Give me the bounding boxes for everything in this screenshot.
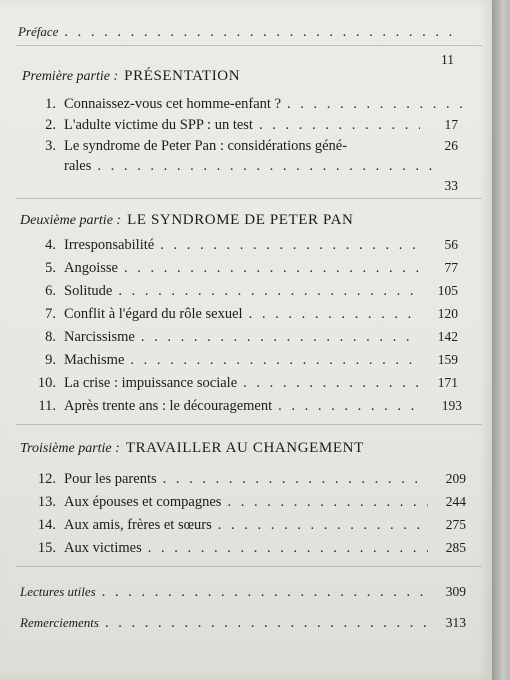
part-label: Première partie : <box>22 69 119 84</box>
chapter-number: 2. <box>45 117 56 133</box>
chapter-page: 285 <box>445 540 466 555</box>
part-heading-1 <box>22 68 240 85</box>
part-heading-3 <box>20 440 364 457</box>
toc-entry <box>26 517 466 534</box>
chapter-number: 9. <box>45 352 56 368</box>
toc-entry <box>26 494 466 511</box>
part-title: LE SYNDROME DE PETER PAN <box>127 212 354 228</box>
leader-dots <box>102 584 428 599</box>
chapter-title: rales <box>64 158 92 174</box>
chapter-title: Aux épouses et compagnes <box>64 494 222 510</box>
chapter-page: 56 <box>444 237 458 252</box>
leader-dots <box>141 329 420 344</box>
chapter-number: 11. <box>38 398 56 414</box>
chapter-number: 8. <box>45 329 56 345</box>
leader-dots <box>259 117 420 132</box>
chapter-number: 1. <box>45 96 56 112</box>
leader-dots <box>287 96 464 111</box>
chapter-title: La crise : impuissance sociale <box>64 375 238 391</box>
toc-entry <box>26 471 466 488</box>
chapter-number: 6. <box>45 283 56 299</box>
part-label: Deuxième partie : <box>20 213 122 228</box>
toc-entry-lectures <box>20 584 466 600</box>
toc-entry-title: Remerciements <box>20 615 99 630</box>
chapter-page: 120 <box>437 306 458 321</box>
chapter-page: 142 <box>437 329 458 344</box>
chapter-title: Après trente ans : le découragement <box>64 398 273 414</box>
chapter-page: 275 <box>445 517 466 532</box>
part-title: TRAVAILLER AU CHANGEMENT <box>125 440 364 456</box>
toc-entry <box>26 260 458 277</box>
chapter-page: 26 <box>444 138 458 153</box>
leader-dots <box>118 283 420 298</box>
part-label: Troisième partie : <box>20 441 120 456</box>
leader-dots <box>163 471 428 486</box>
toc-entry-preface <box>18 24 458 40</box>
chapter-number: 10. <box>37 375 56 391</box>
chapter-page: 171 <box>437 375 458 390</box>
toc-entry <box>26 306 458 323</box>
chapter-page: 159 <box>437 352 458 367</box>
chapter-title: Connaissez-vous cet homme-enfant ? <box>64 96 282 112</box>
separator <box>16 198 482 199</box>
chapter-number: 4. <box>45 237 56 253</box>
separator <box>16 45 482 46</box>
chapter-title: Aux amis, frères et sœurs <box>64 517 212 533</box>
chapter-page: 77 <box>444 260 458 275</box>
leader-dots <box>97 158 432 173</box>
chapter-number: 5. <box>45 260 56 276</box>
toc-entry <box>26 375 458 392</box>
toc-entry <box>26 117 458 134</box>
page-edge <box>492 0 510 680</box>
chapter-title: Aux victimes <box>64 540 142 556</box>
chapter-page: 105 <box>437 283 458 298</box>
chapter-title: Irresponsabilité <box>64 237 155 253</box>
chapter-number: 15. <box>37 540 56 556</box>
chapter-number: 12. <box>37 471 56 487</box>
leader-dots <box>278 398 424 413</box>
leader-dots <box>243 375 420 390</box>
toc-entry <box>26 96 470 113</box>
toc-entry <box>26 398 462 415</box>
chapter-title: Narcissisme <box>64 329 135 345</box>
leader-dots <box>105 615 428 630</box>
toc-entry-title: Préface <box>18 24 59 39</box>
toc-entry-title: Lectures utiles <box>20 584 96 599</box>
toc-entry <box>26 158 438 175</box>
leader-dots <box>130 352 420 367</box>
chapter-title: Conflit à l'égard du rôle sexuel <box>64 306 243 322</box>
chapter-title: Machisme <box>64 352 125 368</box>
toc-entry <box>26 329 458 346</box>
separator <box>16 424 482 425</box>
toc-entry <box>26 237 458 254</box>
part-heading-2 <box>20 212 353 229</box>
chapter-number: 7. <box>45 306 56 322</box>
chapter-title: Pour les parents <box>64 471 157 487</box>
toc-entry-page: 313 <box>445 615 466 630</box>
leader-dots <box>227 494 428 509</box>
chapter-page: 33 <box>444 178 458 193</box>
chapter-title: L'adulte victime du SPP : un test <box>64 117 253 133</box>
toc-entry-page: 11 <box>441 52 454 67</box>
chapter-page: 193 <box>441 398 462 413</box>
toc-entry <box>26 283 458 300</box>
chapter-title: Angoisse <box>64 260 118 276</box>
chapter-page: 244 <box>445 494 466 509</box>
chapter-title: Solitude <box>64 283 113 299</box>
toc-entry <box>26 540 466 557</box>
chapter-page: 17 <box>444 117 458 132</box>
chapter-number: 13. <box>37 494 56 510</box>
leader-dots <box>124 260 420 275</box>
chapter-number: 14. <box>37 517 56 533</box>
leader-dots <box>249 306 420 321</box>
separator <box>16 566 482 567</box>
chapter-page: 209 <box>445 471 466 486</box>
leader-dots <box>218 517 428 532</box>
toc-entry-remerciements <box>20 615 466 631</box>
toc-entry <box>26 352 458 369</box>
toc-entry <box>26 138 458 155</box>
part-title: PRÉSENTATION <box>124 68 241 84</box>
leader-dots <box>160 237 420 252</box>
toc-entry-page: 309 <box>445 584 466 599</box>
chapter-title: Le syndrome de Peter Pan : considérations géné- <box>64 138 348 154</box>
leader-dots <box>148 540 428 555</box>
leader-dots <box>64 24 452 39</box>
chapter-number: 3. <box>45 138 56 154</box>
